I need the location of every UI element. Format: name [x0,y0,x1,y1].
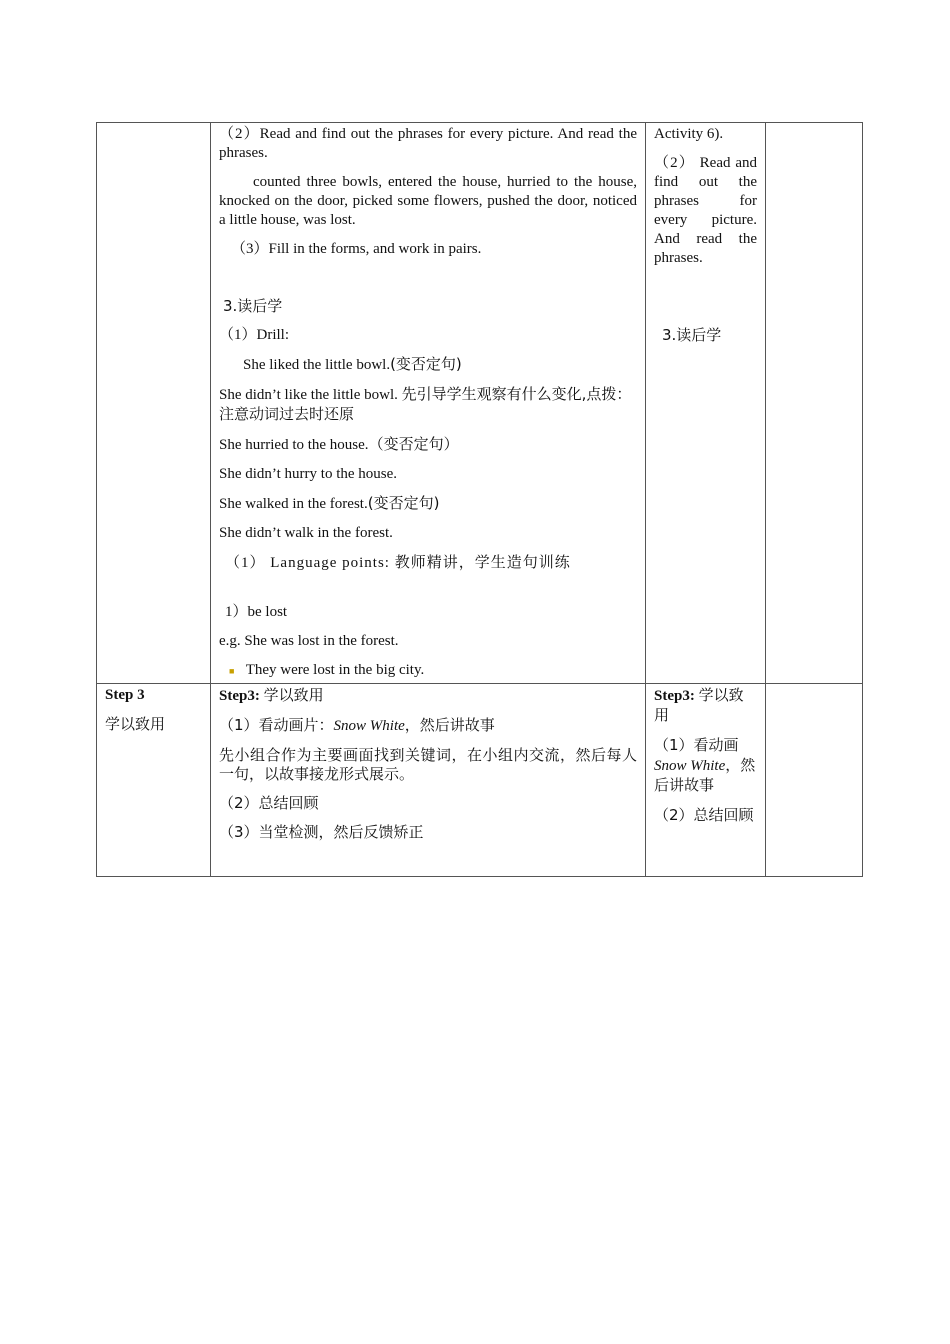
drill-sentence: She didn’t walk in the forest. [219,525,393,541]
activity-item: （1）看动画片：Snow White，然后讲故事 [219,716,495,734]
drill-sentence: She didn’t like the little bowl. 先引导学生观察有什么变化,点拨：注意动词过去时还原 [219,385,632,423]
student-activity-cell [646,684,766,877]
drill-sentence: She liked the little bowl.(变否定句) [243,355,462,373]
lesson-plan-table [96,122,863,877]
forms-task-paragraph: （3）Fill in the forms, and work in pairs. [231,241,482,257]
after-reading-heading: 3.读后学 [223,297,283,315]
drill-sentence: She didn’t hurry to the house. [219,466,398,482]
example-sentence: e.g. She was lost in the forest. [219,633,399,649]
after-reading-heading: 3.读后学 [662,326,722,344]
teacher-activity-cell [211,123,646,684]
table-row [97,684,863,877]
activity-item: （1）看动画 Snow White，然后讲故事 [654,736,756,794]
bullet-mark: ■ [229,666,235,676]
read-task-paragraph: （2）Read and find out the phrases for every picture. And read the phrases. [219,126,637,161]
step-title: 学以致用 [105,715,166,733]
example-sentence: ■ They were lost in the big city. [229,662,425,678]
activity-label: Activity 6). [654,126,724,142]
step-column-cell [97,684,211,877]
step-label: Step 3 [105,687,145,703]
drill-sentence: She walked in the forest.(变否定句) [219,494,440,512]
activity-item: （2）总结回顾 [654,806,754,824]
step-heading: Step3: 学以致用 [219,686,324,704]
language-points-heading: （1） Language points: 教师精讲，学生造句训练 [225,553,571,571]
step-heading: Step3: 学以致用 [654,686,744,724]
teacher-activity-cell [211,684,646,877]
activity-item: （3）当堂检测，然后反馈矫正 [219,823,424,841]
notes-cell [766,123,863,684]
language-point-item: 1）be lost [225,604,288,620]
student-activity-cell [646,123,766,684]
notes-cell [766,684,863,877]
activity-description: 先小组合作为主要画面找到关键词，在小组内交流，然后每人一句，以故事接龙形式展示。 [219,746,637,783]
activity-item: （2）总结回顾 [219,794,319,812]
table-row [97,123,863,684]
step-column-cell [97,123,211,684]
read-task-paragraph: （2） Read and find out the phrases for every picture. And read the phrases. [654,155,757,266]
drill-heading: （1）Drill: [219,327,289,343]
phrases-paragraph: counted three bowls, entered the house, hurried to the house, knocked on the door, picked some flowers, pushed the door, noticed a little house, was lost. [219,174,637,228]
drill-sentence: She hurried to the house.（变否定句） [219,435,459,453]
